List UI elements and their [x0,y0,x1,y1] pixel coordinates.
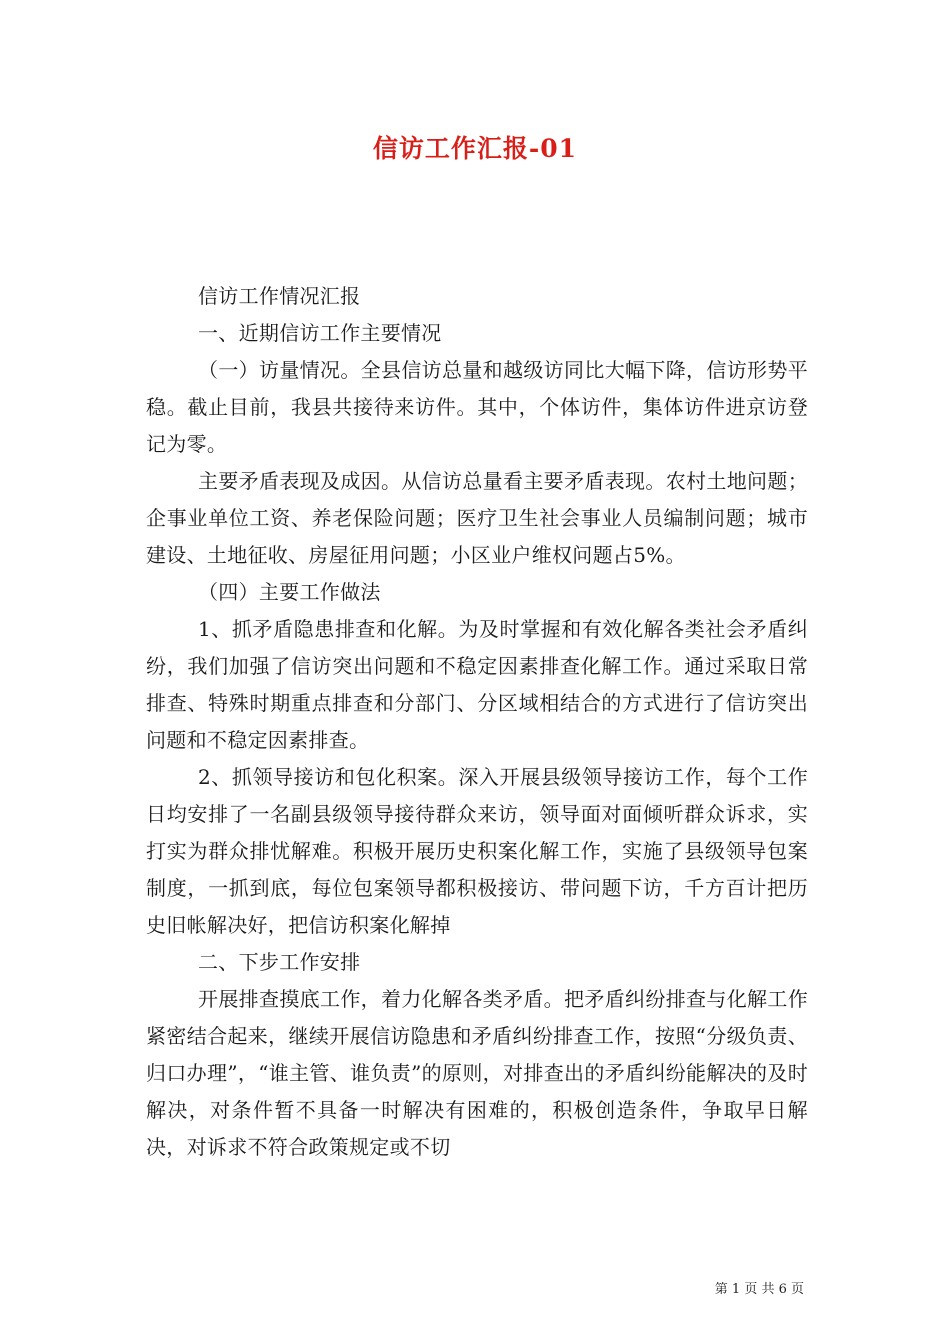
paragraph-next-steps: 开展排查摸底工作，着力化解各类矛盾。把矛盾纠纷排查与化解工作紧密结合起来，继续开展信访隐患和矛盾纠纷排查工作，按照“分级负责、归口办理”，“谁主管、谁负责”的原则，对排查出的矛盾纠纷能解决的及时解决，对条件暂不具备一时解决有困难的，积极创造条件，争取早日解决，对诉求不符合政策规定或不切 [146,987,808,1159]
document-title-text: 信访工作汇报-01 [372,134,578,163]
paragraph-main-conflicts: 主要矛盾表现及成因。从信访总量看主要矛盾表现。农村土地问题；企事业单位工资、养老保险问题；医疗卫生社会事业人员编制问题；城市建设、土地征收、房屋征用问题；小区业户维权问题占5%。 [146,469,808,567]
paragraph-work-methods-heading: （四）主要工作做法 [198,580,381,604]
paragraph-section-two-heading: 二、下步工作安排 [198,950,361,974]
page-footer: 第 1 页 共 6 页 [714,1282,804,1297]
paragraph-leader-reception: 2、抓领导接访和包化积案。深入开展县级领导接访工作，每个工作日均安排了一名副县级领导接待群众来访，领导面对面倾听群众诉求，实打实为群众排忧解难。积极开展历史积案化解工作，实施了县级领导包案制度，一抓到底，每位包案领导都积极接访、带问题下访，千方百计把历史旧帐解决好，把信访积案化解掉 [146,765,808,937]
document-title [0,132,950,166]
document-body [146,278,808,1166]
paragraph-visit-volume: （一）访量情况。全县信访总量和越级访同比大幅下降，信访形势平稳。截止目前，我县共接待来访件。其中，个体访件，集体访件进京访登记为零。 [146,358,808,456]
paragraph-report-heading: 信访工作情况汇报 [198,284,361,308]
paragraph-conflict-screening: 1、抓矛盾隐患排查和化解。为及时掌握和有效化解各类社会矛盾纠纷，我们加强了信访突出问题和不稳定因素排查化解工作。通过采取日常排查、特殊时期重点排查和分部门、分区域相结合的方式进行了信访突出问题和不稳定因素排查。 [146,617,808,752]
paragraph-section-one-heading: 一、近期信访工作主要情况 [198,321,442,345]
